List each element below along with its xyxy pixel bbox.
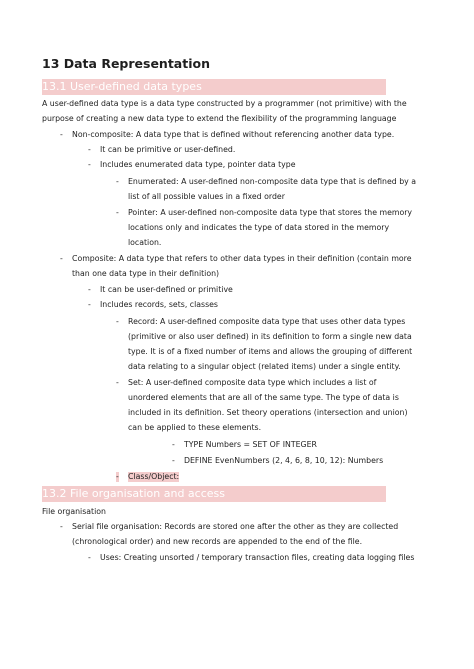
bullet-dash: -: [116, 208, 119, 217]
set-line-4: can be applied to these elements.: [128, 423, 262, 432]
composite-sub-2: Includes records, sets, classes: [100, 300, 218, 309]
noncomposite-sub-2: Includes enumerated data type, pointer data type: [100, 160, 296, 169]
intro-line-1: A user-defined data type is a data type constructed by a programmer (not primitive) with the: [42, 99, 407, 108]
bullet-dash: -: [88, 285, 91, 294]
pointer-line-3: location.: [128, 238, 162, 247]
bullet-dash: -: [60, 254, 63, 263]
composite-sub-1: It can be user-defined or primitive: [100, 285, 233, 294]
bullet-dash: -: [88, 300, 91, 309]
bullet-dash: -: [116, 177, 119, 186]
page-title: 13 Data Representation: [42, 56, 210, 71]
pointer-line-2: locations only and indicates the type of data stored in the memory: [128, 223, 390, 232]
set-example-2: DEFINE EvenNumbers (2, 4, 6, 8, 10, 12): Numbers: [184, 456, 384, 465]
bullet-dash: -: [116, 317, 119, 326]
enumerated-line-2: list of all possible values in a fixed order: [128, 192, 285, 201]
composite-definition-line-1: Composite: A data type that refers to other data types in their definition (contain more: [72, 254, 412, 263]
serial-line-2: (chronological order) and new records are appended to the end of the file.: [72, 537, 363, 546]
intro-line-2: purpose of creating a new data type to extend the flexibility of the programming language: [42, 114, 397, 123]
bullet-dash: -: [172, 440, 175, 449]
bullet-dash: -: [88, 145, 91, 154]
bullet-dash: -: [60, 522, 63, 531]
serial-uses: Uses: Creating unsorted / temporary transaction files, creating data logging files: [100, 553, 415, 562]
record-line-4: data relating to a singular object (related items) under a single entity.: [128, 362, 401, 371]
noncomposite-definition: Non-composite: A data type that is defined without referencing another data type.: [72, 130, 395, 139]
set-line-2: unordered elements that are all of the same type. The type of data is: [128, 393, 399, 402]
bullet-dash: -: [60, 130, 63, 139]
section-heading-file-organisation: 13.2 File organisation and access: [42, 486, 386, 502]
record-line-2: (primitive or also user defined) in its definition to form a single new data: [128, 332, 412, 341]
bullet-dash: -: [88, 160, 91, 169]
enumerated-line-1: Enumerated: A user-defined non-composite data type that is defined by a: [128, 177, 417, 186]
bullet-dash: -: [88, 553, 91, 562]
file-organisation-label: File organisation: [42, 507, 106, 516]
composite-definition-line-2: than one data type in their definition): [72, 269, 220, 278]
noncomposite-sub-1: It can be primitive or user-defined.: [100, 145, 236, 154]
set-line-1: Set: A user-defined composite data type which includes a list of: [128, 378, 377, 387]
bullet-dash: -: [116, 472, 119, 481]
bullet-dash: -: [172, 456, 175, 465]
record-line-1: Record: A user-defined composite data type that uses other data types: [128, 317, 406, 326]
record-line-3: type. It is of a fixed number of items and allows the grouping of different: [128, 347, 413, 356]
set-line-3: included in its definition. Set theory operations (intersection and union): [128, 408, 408, 417]
class-object-item: Class/Object:: [128, 472, 180, 481]
serial-line-1: Serial file organisation: Records are stored one after the other as they are collected: [72, 522, 399, 531]
set-example-1: TYPE Numbers = SET OF INTEGER: [184, 440, 317, 449]
pointer-line-1: Pointer: A user-defined non-composite data type that stores the memory: [128, 208, 413, 217]
bullet-dash: -: [116, 378, 119, 387]
section-heading-user-defined: 13.1 User-defined data types: [42, 79, 386, 95]
